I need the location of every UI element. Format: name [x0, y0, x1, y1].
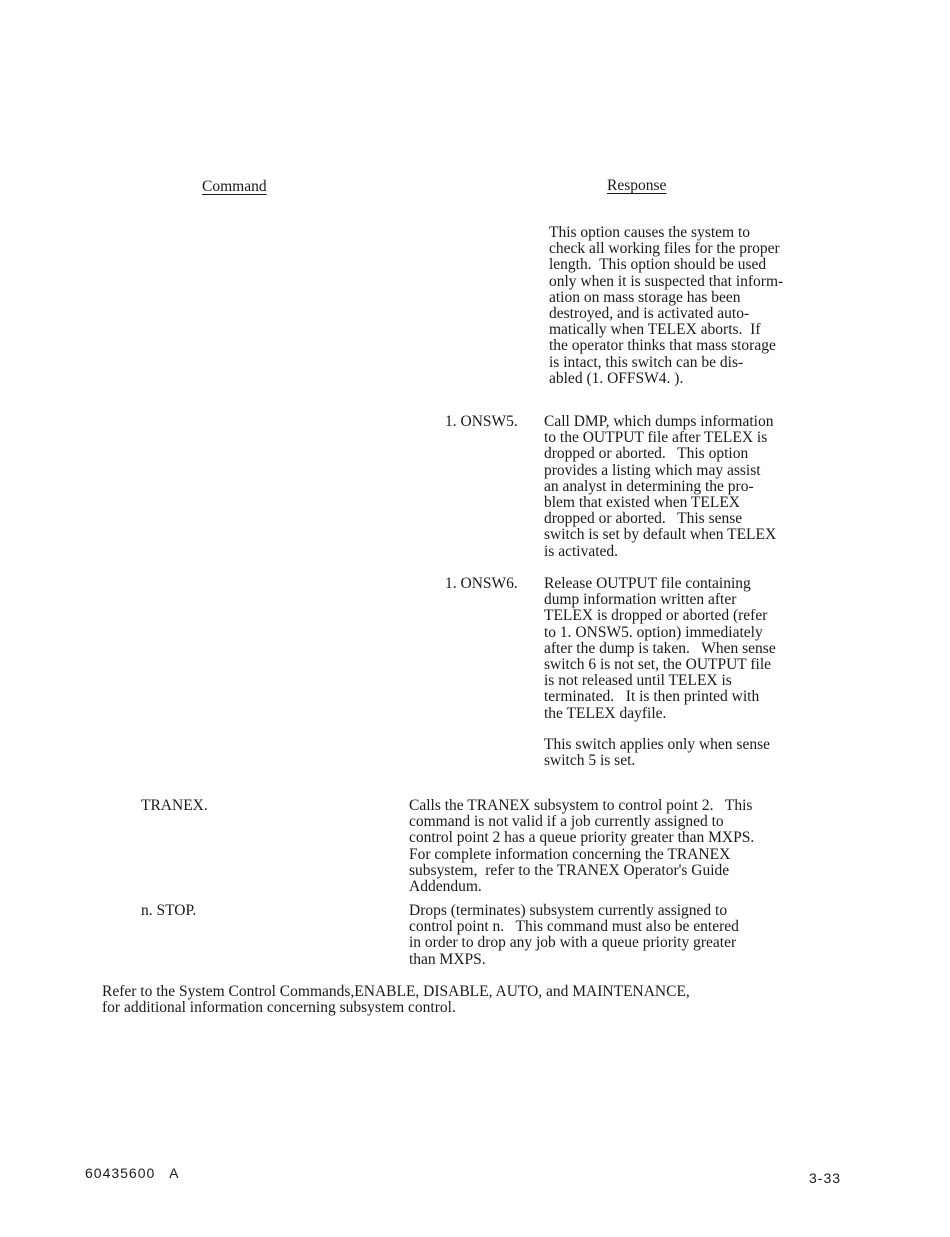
text-line: ation on mass storage has been: [549, 288, 741, 306]
closing-paragraph: [102, 984, 690, 1016]
text-line: switch 6 is not set, the OUTPUT file: [544, 656, 772, 674]
intro-paragraph: [549, 225, 783, 387]
text-line: is intact, this switch can be dis-: [549, 353, 744, 371]
text-line: This switch applies only when sense: [544, 736, 771, 753]
text-line: terminated. It is then printed with: [544, 688, 760, 706]
text-line: for additional information concerning subsystem control.: [102, 999, 456, 1017]
text-line: is not released until TELEX is: [544, 672, 732, 690]
text-line: abled (1. OFFSW4. ).: [549, 369, 684, 387]
text-line: an analyst in determining the pro-: [544, 477, 754, 495]
text-line: check all working files for the proper: [549, 240, 780, 258]
text-line: after the dump is taken. When sense: [544, 639, 776, 657]
tranex-command: TRANEX.: [141, 797, 208, 814]
text-line: only when it is suspected that inform-: [549, 272, 784, 290]
onsw5-description: [544, 414, 776, 560]
onsw6-description: [544, 576, 776, 722]
text-line: dropped or aborted. This option: [544, 445, 749, 463]
text-line: Refer to the System Control Commands,ENABLE, DISABLE, AUTO, and MAINTENANCE,: [102, 983, 690, 1000]
text-line: length. This option should be used: [549, 256, 767, 274]
text-line: Call DMP, which dumps information: [544, 413, 774, 430]
response-column-header: Response: [607, 177, 667, 194]
text-line: switch 5 is set.: [544, 752, 636, 770]
text-line: in order to drop any job with a queue priority greater: [409, 934, 737, 952]
text-line: This option causes the system to: [549, 224, 751, 241]
text-line: to the OUTPUT file after TELEX is: [544, 429, 768, 447]
text-line: the TELEX dayfile.: [544, 704, 667, 722]
page-number: 3-33: [809, 1170, 842, 1186]
command-column-header: Command: [202, 178, 267, 195]
text-line: command is not valid if a job currently assigned to: [409, 813, 724, 831]
text-line: to 1. ONSW5. option) immediately: [544, 623, 763, 641]
text-line: is activated.: [544, 542, 619, 560]
text-line: Calls the TRANEX subsystem to control point 2. This: [409, 797, 753, 814]
text-line: Release OUTPUT file containing: [544, 575, 751, 592]
text-line: Drops (terminates) subsystem currently assigned to: [409, 902, 728, 919]
nstop-command: n. STOP.: [141, 902, 197, 919]
nstop-response: [409, 903, 739, 968]
text-line: dump information written after: [544, 591, 737, 609]
text-line: Addendum.: [409, 878, 482, 896]
text-line: switch is set by default when TELEX: [544, 526, 777, 544]
text-line: control point 2 has a queue priority greater than MXPS.: [409, 829, 755, 847]
onsw6-note: [544, 737, 770, 769]
text-line: the operator thinks that mass storage: [549, 337, 776, 355]
text-line: control point n. This command must also be entered: [409, 918, 739, 936]
text-line: matically when TELEX aborts. If: [549, 321, 761, 339]
text-line: destroyed, and is activated auto-: [549, 305, 750, 323]
document-number: 60435600 A: [85, 1165, 180, 1181]
text-line: blem that existed when TELEX: [544, 494, 740, 512]
onsw5-label: 1. ONSW5.: [445, 413, 518, 430]
text-line: TELEX is dropped or aborted (refer: [544, 607, 768, 625]
text-line: For complete information concerning the TRANEX: [409, 845, 731, 863]
text-line: provides a listing which may assist: [544, 461, 761, 479]
text-line: subsystem, refer to the TRANEX Operator's Guide: [409, 861, 730, 879]
tranex-response: [409, 798, 754, 895]
text-line: than MXPS.: [409, 950, 486, 968]
text-line: dropped or aborted. This sense: [544, 510, 743, 528]
onsw6-label: 1. ONSW6.: [445, 575, 518, 592]
